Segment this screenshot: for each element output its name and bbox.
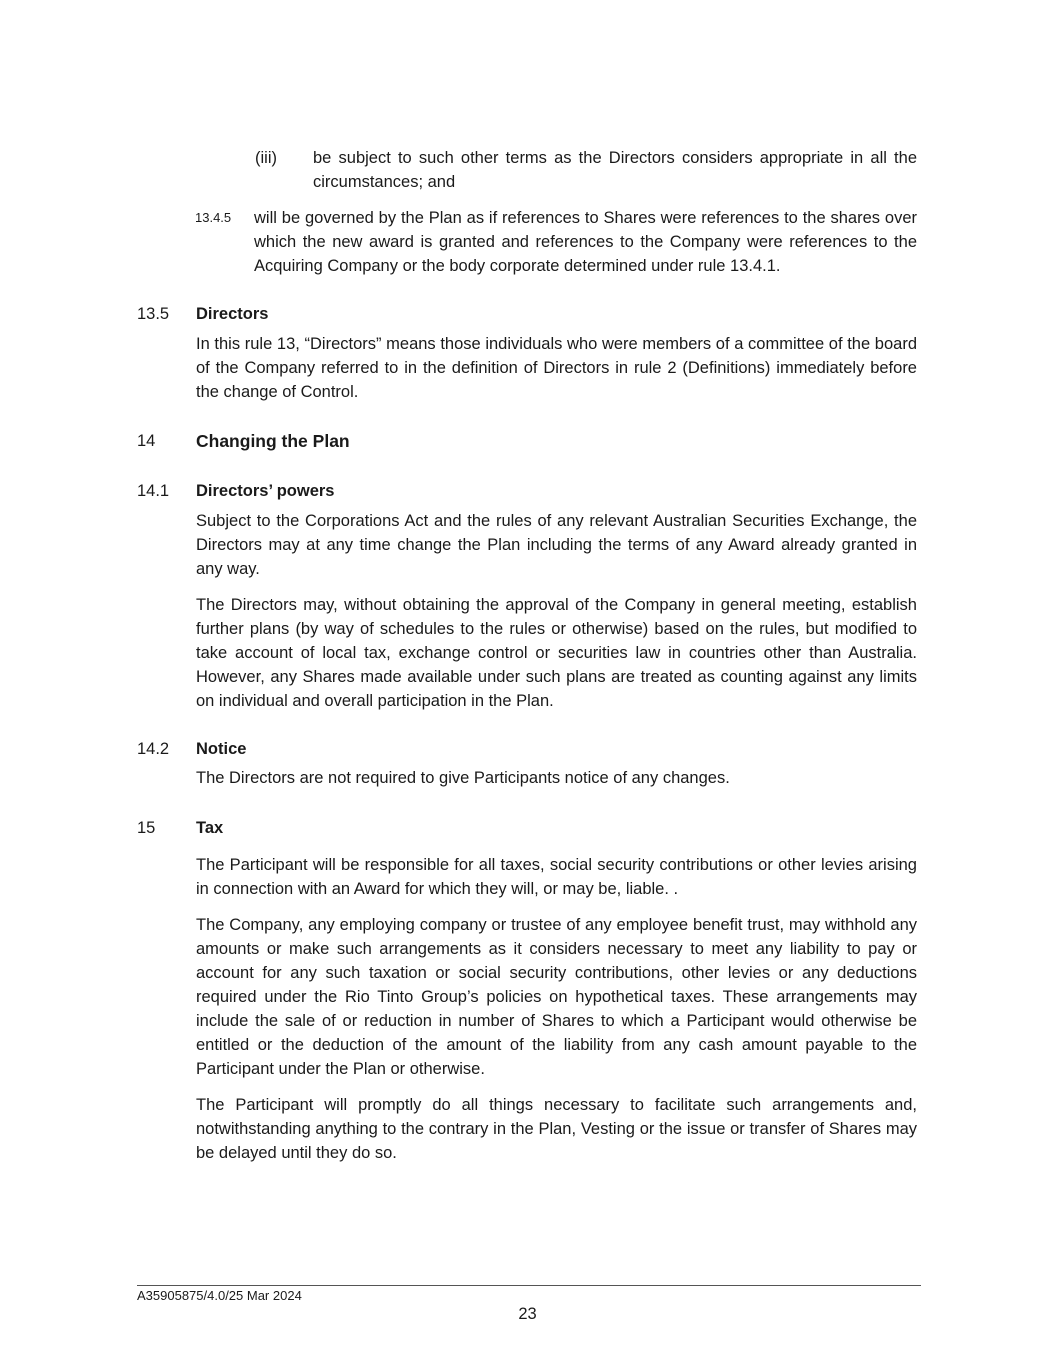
section-14-heading: Changing the Plan	[196, 431, 350, 451]
page-number: 23	[518, 1305, 537, 1323]
section-15-heading: Tax	[196, 819, 224, 837]
section-14-1-heading: Directors’ powers	[196, 482, 335, 500]
clause-iii-number: (iii)	[255, 149, 277, 167]
section-13-5-text: In this rule 13, “Directors” means those individuals who were members of a committee of the board of the Company referred to in the definition of Directors in rule 2 (Definitions) immediately before the change of Control.	[196, 335, 917, 401]
clause-13-4-5-number: 13.4.5	[195, 210, 232, 225]
section-15-number: 15	[137, 819, 156, 837]
clause-iii-text: be subject to such other terms as the Directors considers appropriate in all the circumstances; and	[313, 149, 917, 191]
footer-document-reference: A35905875/4.0/25 Mar 2024	[137, 1288, 302, 1303]
section-15-paragraph: The Participant will be responsible for all taxes, social security contributions or other levies arising in connection with an Award for which they will, or may be, liable. .	[196, 856, 917, 898]
section-13-5-number: 13.5	[137, 305, 170, 323]
section-15-paragraph: The Participant will promptly do all things necessary to facilitate such arrangements and, notwithstanding anything to the contrary in the Plan, Vesting or the issue or transfer of Shares may be delayed until they do so.	[196, 1096, 917, 1162]
section-14-1-paragraph: The Directors may, without obtaining the approval of the Company in general meeting, establish further plans (by way of schedules to the rules or otherwise) based on the rules, but modified to take account of local tax, exchange control or securities law in countries other than Australia. However, any Shares made available under such plans are treated as counting against any limits on individual and overall participation in the Plan.	[196, 596, 917, 710]
clause-13-4-5-text: will be governed by the Plan as if references to Shares were references to the shares over which the new award is granted and references to the Company were references to the Acquiring Company or the body corporate determined under rule 13.4.1.	[254, 209, 917, 275]
section-15-paragraph: The Company, any employing company or trustee of any employee benefit trust, may withhold any amounts or make such arrangements as it considers necessary to meet any liability to pay or account for any such taxation or social security contributions, other levies or any deductions required under the Rio Tinto Group’s policies on hypothetical taxes. These arrangements may include the sale of or reduction in number of Shares to which a Participant would otherwise be entitled or the deduction of the amount of the liability from any cash amount payable to the Participant under the Plan or otherwise.	[196, 916, 917, 1078]
section-13-5-heading: Directors	[196, 305, 269, 323]
section-14-2-number: 14.2	[137, 740, 170, 758]
footer-divider	[137, 1285, 921, 1286]
section-14-number: 14	[137, 432, 156, 450]
section-14-2-heading: Notice	[196, 740, 247, 758]
section-14-2-text: The Directors are not required to give Participants notice of any changes.	[196, 769, 730, 787]
section-14-1-paragraph: Subject to the Corporations Act and the rules of any relevant Australian Securities Exchange, the Directors may at any time change the Plan including the terms of any Award already granted in any way.	[196, 512, 917, 578]
section-14-1-number: 14.1	[137, 482, 170, 500]
